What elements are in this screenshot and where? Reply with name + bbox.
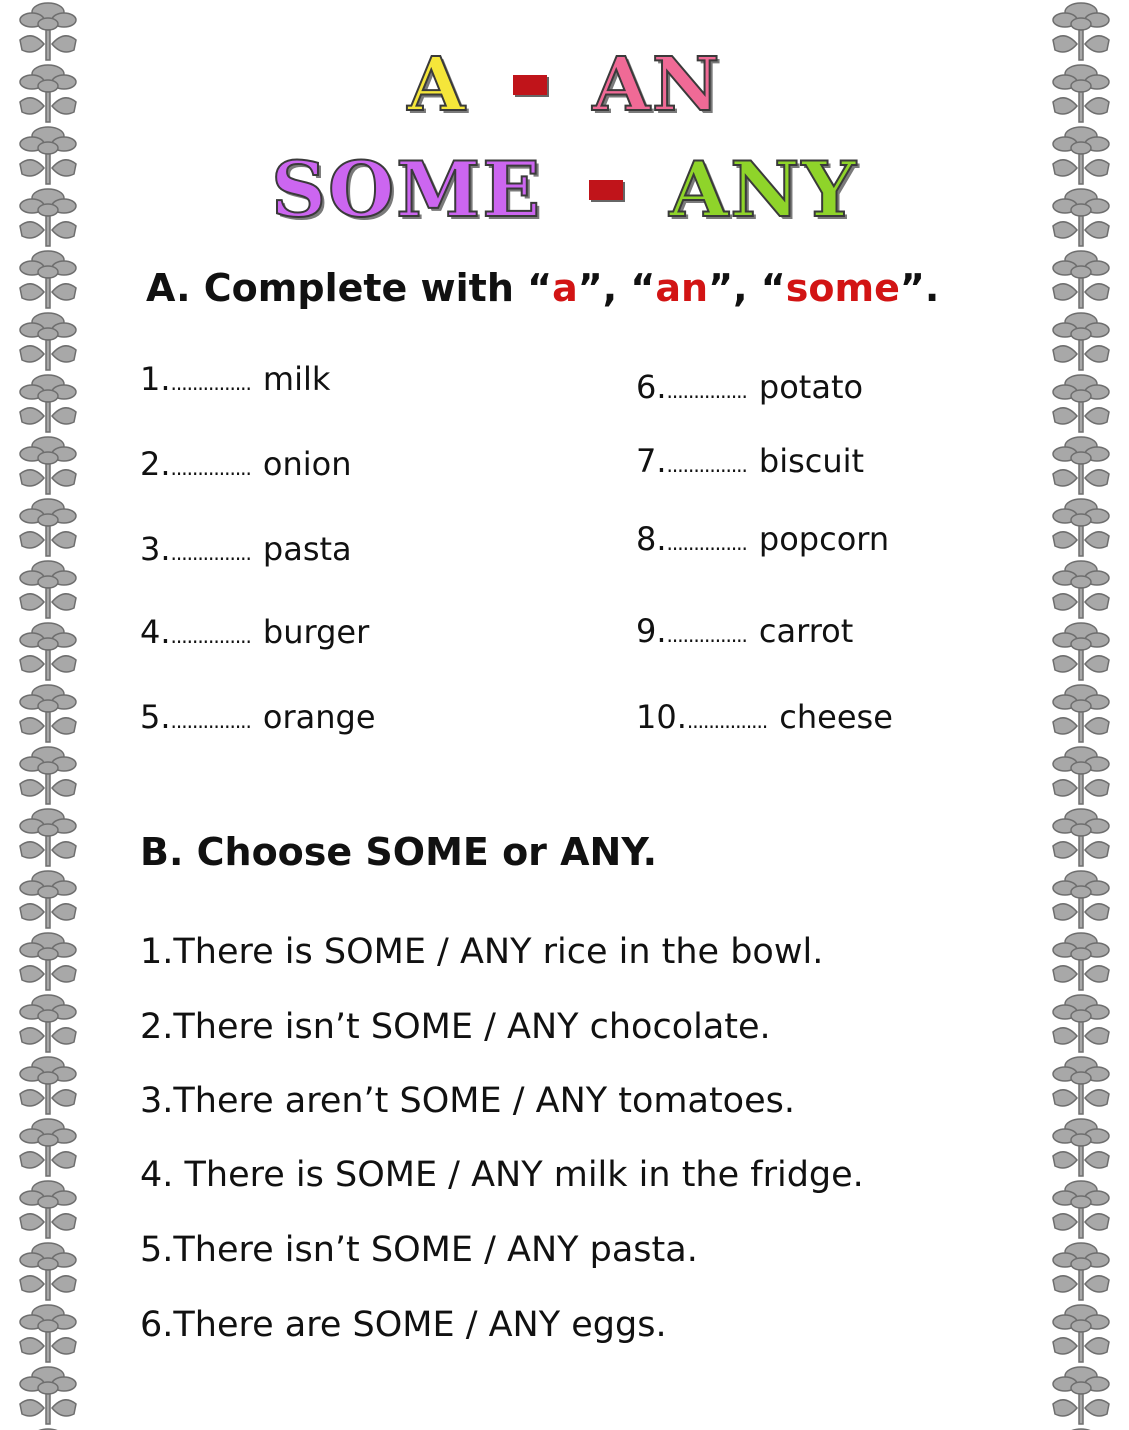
floral-motif [1043,1240,1119,1302]
floral-motif [10,868,86,930]
title-word-an: AN [592,41,722,128]
floral-motif [10,930,86,992]
title-dash-2 [589,180,623,200]
item-number: 7. [636,442,667,480]
quote-open: “ [760,266,786,310]
item-number: 8. [636,520,667,558]
section-b-heading: B. Choose SOME or ANY. [140,830,658,874]
exercise-a-item [140,613,369,651]
title-line-2 [0,145,1129,234]
item-word: pasta [262,530,352,568]
floral-motif [10,1302,86,1364]
floral-motif [10,1116,86,1178]
blank-line[interactable]: ............... [170,456,251,480]
blank-line[interactable]: ............... [666,623,747,647]
exercise-a-item [140,445,352,483]
blank-line[interactable]: ............... [170,541,251,565]
word-an-red: an [655,266,709,310]
item-number: 9. [636,612,667,650]
blank-line[interactable]: ............... [686,709,768,733]
exercise-a-item [636,698,893,736]
blank-line[interactable]: ............... [666,531,747,555]
floral-motif [10,1054,86,1116]
item-word: onion [262,445,352,483]
floral-motif [1043,310,1119,372]
exercise-b-sentence: 6.There are SOME / ANY eggs. [140,1305,667,1345]
floral-motif [1043,248,1119,310]
floral-motif [1043,620,1119,682]
heading-end: . [924,266,940,310]
word-some-red: some [785,266,900,310]
title-dash-1 [513,75,547,95]
blank-line[interactable]: ............... [170,624,251,648]
item-number: 4. [140,613,171,651]
quote-close: ” [708,266,734,310]
floral-motif [10,372,86,434]
exercise-b-sentence: 4. There is SOME / ANY milk in the fridge. [140,1155,864,1195]
word-a-red: a [552,266,578,310]
exercise-a-item [636,442,864,480]
separator: , [733,266,761,310]
floral-motif [10,744,86,806]
item-word: milk [262,360,331,398]
section-a-heading-prefix: A. Complete with [146,266,528,310]
floral-motif [10,558,86,620]
floral-motif [10,496,86,558]
floral-motif [1043,682,1119,744]
floral-motif [1043,930,1119,992]
separator: , [602,266,631,310]
floral-motif [10,620,86,682]
exercise-a-item [140,360,330,398]
item-number: 2. [140,445,171,483]
item-number: 6. [636,368,667,406]
item-word: cheese [779,698,893,736]
item-word: burger [262,613,370,651]
floral-motif [10,434,86,496]
quote-close: ” [899,266,925,310]
blank-line[interactable]: ............... [666,453,747,477]
floral-motif [1043,1054,1119,1116]
title-word-some: SOME [271,145,543,234]
blank-line[interactable]: ............... [170,371,251,395]
item-word: popcorn [758,520,890,558]
floral-motif [10,1240,86,1302]
exercise-b-sentence: 2.There isn’t SOME / ANY chocolate. [140,1007,771,1047]
floral-motif [1043,1178,1119,1240]
item-number: 10. [636,698,687,736]
floral-motif [1043,992,1119,1054]
quote-open: “ [527,266,553,310]
floral-motif [1043,1302,1119,1364]
floral-motif [1043,434,1119,496]
floral-motif [1043,868,1119,930]
floral-motif [1043,372,1119,434]
floral-motif [10,248,86,310]
floral-motif [10,310,86,372]
floral-motif [1043,1426,1119,1430]
blank-line[interactable]: ............... [170,709,251,733]
floral-motif [10,992,86,1054]
floral-motif [10,1364,86,1426]
quote-open: “ [630,266,656,310]
floral-motif [1043,806,1119,868]
item-word: biscuit [758,442,865,480]
blank-line[interactable]: ............... [666,379,747,403]
section-a-heading [146,266,939,310]
item-number: 1. [140,360,171,398]
item-word: potato [758,368,864,406]
exercise-a-item [636,612,853,650]
floral-motif [10,682,86,744]
exercise-b-sentence: 3.There aren’t SOME / ANY tomatoes. [140,1081,795,1121]
title-line-1 [0,41,1129,128]
title-word-any: ANY [669,145,858,234]
item-number: 3. [140,530,171,568]
quote-close: ” [577,266,603,310]
exercise-b-sentence: 1.There is SOME / ANY rice in the bowl. [140,932,824,972]
exercise-a-item [636,368,863,406]
floral-motif [10,1178,86,1240]
floral-motif [1043,1364,1119,1426]
item-word: orange [262,698,376,736]
title-word-a: A [407,41,467,128]
exercise-a-item [636,520,889,558]
exercise-b-sentence: 5.There isn’t SOME / ANY pasta. [140,1230,698,1270]
exercise-a-item [140,698,376,736]
floral-motif [10,806,86,868]
floral-motif [10,1426,86,1430]
floral-motif [1043,558,1119,620]
floral-motif [1043,744,1119,806]
exercise-a-item [140,530,352,568]
floral-motif [1043,1116,1119,1178]
item-word: carrot [758,612,854,650]
item-number: 5. [140,698,171,736]
floral-motif [1043,496,1119,558]
